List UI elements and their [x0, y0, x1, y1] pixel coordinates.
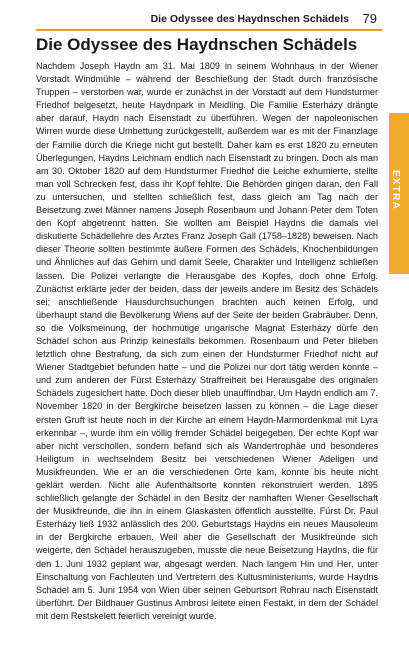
extra-side-tab: [389, 113, 409, 274]
article-title: Die Odyssee des Haydnschen Schädels: [36, 35, 358, 54]
running-header: [0, 0, 409, 32]
page-number: 79: [362, 11, 377, 26]
running-header-title: Die Odyssee des Haydnschen Schädels: [150, 13, 349, 25]
article-body: Nachdem Joseph Haydn am 31. Mai 1809 in seinem Wohnhaus in der Wiener Vorstadt Windmühle – während der Beschießung der Stadt durch französische Truppen – verstorben war, wurde er zunächst in der Vorstadt auf dem Hundsturmer Friedhof beigesetzt, heute Haydnpark in Meidling. Die Familie Esterházy drängte aber darauf, Haydn nach Eisenstadt zu überführen. Wegen der napoleonischen Wirren wurde diese Umbettung zurückgestellt, außerdem war es mit der Finanzlage der Familie durch die Kriege nicht gut bestellt. Daher kam es erst 1820 zu erneuten Überlegungen, Haydns Leichnam endlich nach Eisenstadt zu bringen. Doch als man am 30. Oktober 1820 auf dem Hundsturmer Friedhof die Leiche exhumierte, stellte man voll Schrecken fest, dass ihr Kopf fehlte. Die Behörden gingen daran, den Fall zu untersuchen, und stellten schließlich fest, dass gleich am Tag nach der Beisetzung zwei Männer namens Joseph Rosenbaum und Johann Peter dem Toten den Kopf abgetrennt hatten. Sie wollten am Beispiel Haydns die damals viel diskutierte Schädellehre des Arztes Franz Joseph Gall (1758–1828) beweisen. Nach dieser Theorie sollten bestimmte äußere Formen des Schädels, Knochenbildungen und Ähnliches auf das Gehirn und damit Seele, Charakter und Intelligenz schließen lassen. Die Polizei verlangte die Herausgabe des Kopfes, doch ohne Erfolg. Zunächst erklärte jeder der beiden, dass der jeweils andere im Besitz des Schädels sei; anschließende Hausdurchsuchungen brachten auch keinen Erfolg, und überhaupt stand die Bevölkerung Wiens auf der Seite der beiden Grabräuber. Denn, so die Volksmeinung, der hochmütige ungarische Magnat Esterházy dürfe den Schädel schon aus Prinzip keinesfalls bekommen. Rosenbaum und Peter blieben letztlich ohne Bestrafung, da sich zum einen der Hundsturmer Friedhof nicht auf Wiener Stadtgebiet befunden hatte – und die Polizei nur dort tätig werden konnte – und zum anderen der Fürst Esterházy Straffreiheit bei Herausgabe des originalen Schädels zugesichert hatte. Doch dieser blieb unauffindbar. Um Haydn endlich am 7. November 1820 in der Bergkirche beisetzen lassen zu können – die Lage dieser ersten Gruft ist heute noch in der Kirche an einem Haydn-Marmordenkmal mit Lyra erkennbar –, wurde ihm ein völlig fremder Schädel beigegeben. Der echte Kopf war aber nicht verschollen, sondern befand sich als Wandertrophäe und besonderes Heiligtum in wechselndem Besitz bei verschiedenen Wiener Adeligen und Musikfreunden. Wie er an die verschiedenen Orte kam, konnte bis heute nicht geklärt werden. Nicht alle Aufenthaltsorte konnten rekonstruiert werden. 1895 schließlich gelangte der Schädel in den Besitz der namhaften Wiener Gesellschaft der Musikfreunde, die ihn in einem Glaskasten öffentlich ausstellte. Fürst Dr. Paul Esterházy ließ 1932 anlässlich des 200. Geburtstags Haydns ein neues Mausoleum in der Bergkirche erbauen. Weil aber die Gesellschaft der Musikfreunde sich weigerte, den Schädel herauszugeben, musste die neue Beisetzung Haydns, die für den 1. Juni 1932 geplant war, abgesagt werden. Nach langem Hin und Her, unter Einschaltung von Fachleuten und Vertretern des Kultusministeriums, wurde Haydns Schädel am 5. Juni 1954 von Wien über seinen Geburtsort Rohrau nach Eisenstadt überführt. Der Bildhauer Gustinus Ambrosi leitete einen Festakt, in dem der Schädel mit dem Restskelett feierlich vereinigt wurde.: [36, 61, 378, 621]
header-rule: [36, 29, 382, 31]
extra-side-tab-label: EXTRA: [390, 170, 401, 210]
